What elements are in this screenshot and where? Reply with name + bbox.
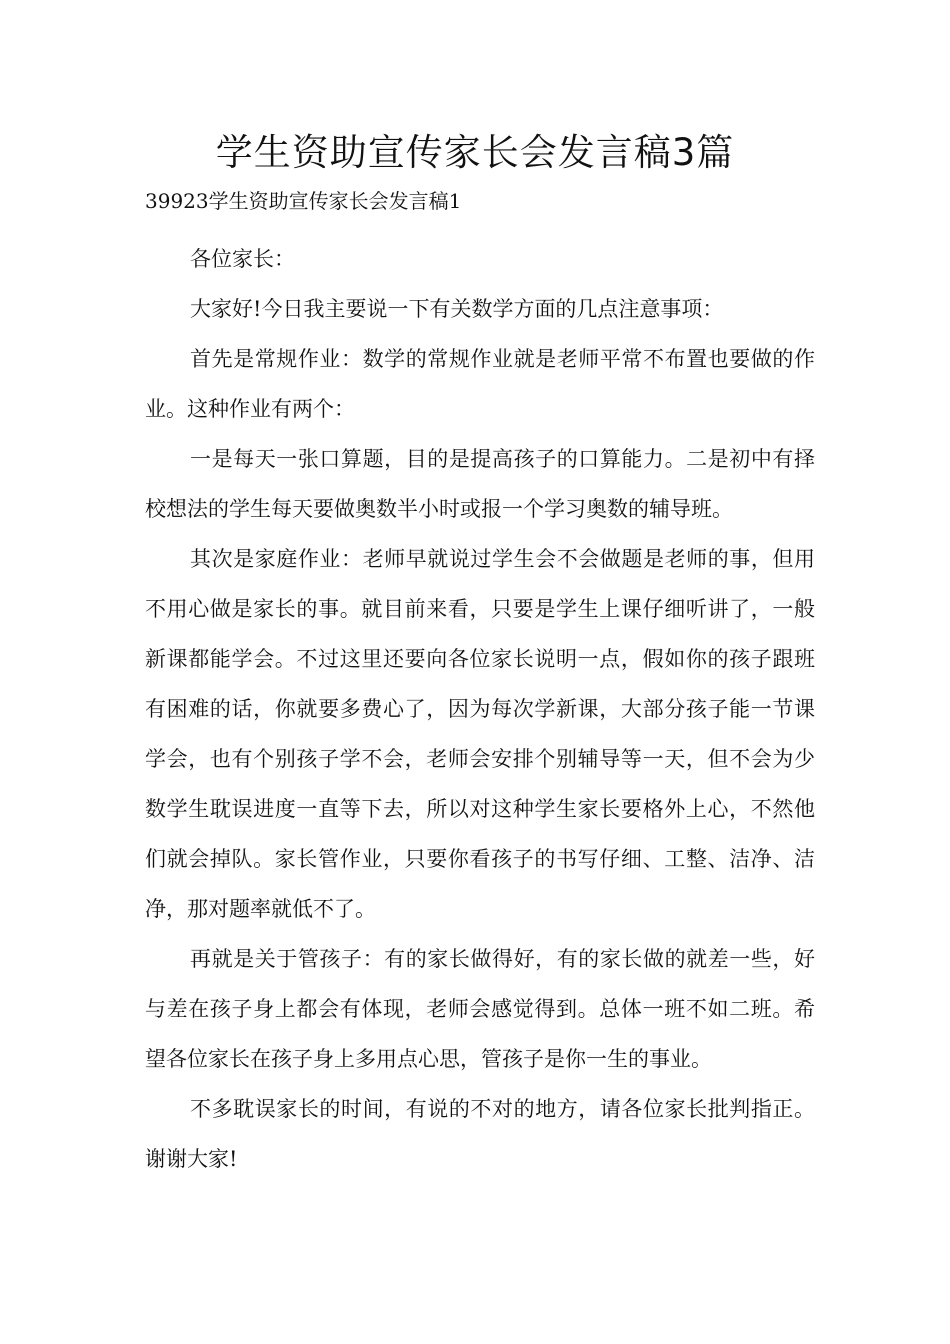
document-title: 学生资助宣传家长会发言稿3篇 xyxy=(215,131,735,174)
paragraph-greeting: 各位家长： xyxy=(190,247,295,271)
document-subtitle: 39923学生资助宣传家长会发言稿1 xyxy=(145,189,462,213)
paragraph-family-homework: 其次是家庭作业：老师早就说过学生会不会做题是老师的事，但用不用心做是家长的事。就目前来看，只要是学生上课仔细听讲了，一般新课都能学会。不过这里还要向各位家长说明一点，假如你的孩子跟班有困难的话，你就要多费心了，因为每次学新课，大部分孩子能一节课学会，也有个别孩子学不会，老师会安排个别辅导等一天，但不会为少数学生耽误进度一直等下去，所以对这种学生家长要格外上心，不然他们就会掉队。家长管作业，只要你看孩子的书写仔细、工整、洁净、洁净，那对题率就低不了。 xyxy=(145,547,815,921)
paragraph-intro: 大家好!今日我主要说一下有关数学方面的几点注意事项： xyxy=(190,297,724,321)
paragraph-managing-children: 再就是关于管孩子：有的家长做得好，有的家长做的就差一些，好与差在孩子身上都会有体现，老师会感觉得到。总体一班不如二班。希望各位家长在孩子身上多用点心思，管孩子是你一生的事业。 xyxy=(145,947,815,1071)
document-body xyxy=(145,234,815,1184)
paragraph-homework-items: 一是每天一张口算题，目的是提高孩子的口算能力。二是初中有择校想法的学生每天要做奥数半小时或报一个学习奥数的辅导班。 xyxy=(145,447,815,521)
paragraph-routine-homework: 首先是常规作业：数学的常规作业就是老师平常不布置也要做的作业。这种作业有两个： xyxy=(145,347,815,421)
paragraph-closing: 不多耽误家长的时间，有说的不对的地方，请各位家长批判指正。谢谢大家! xyxy=(145,1097,815,1171)
